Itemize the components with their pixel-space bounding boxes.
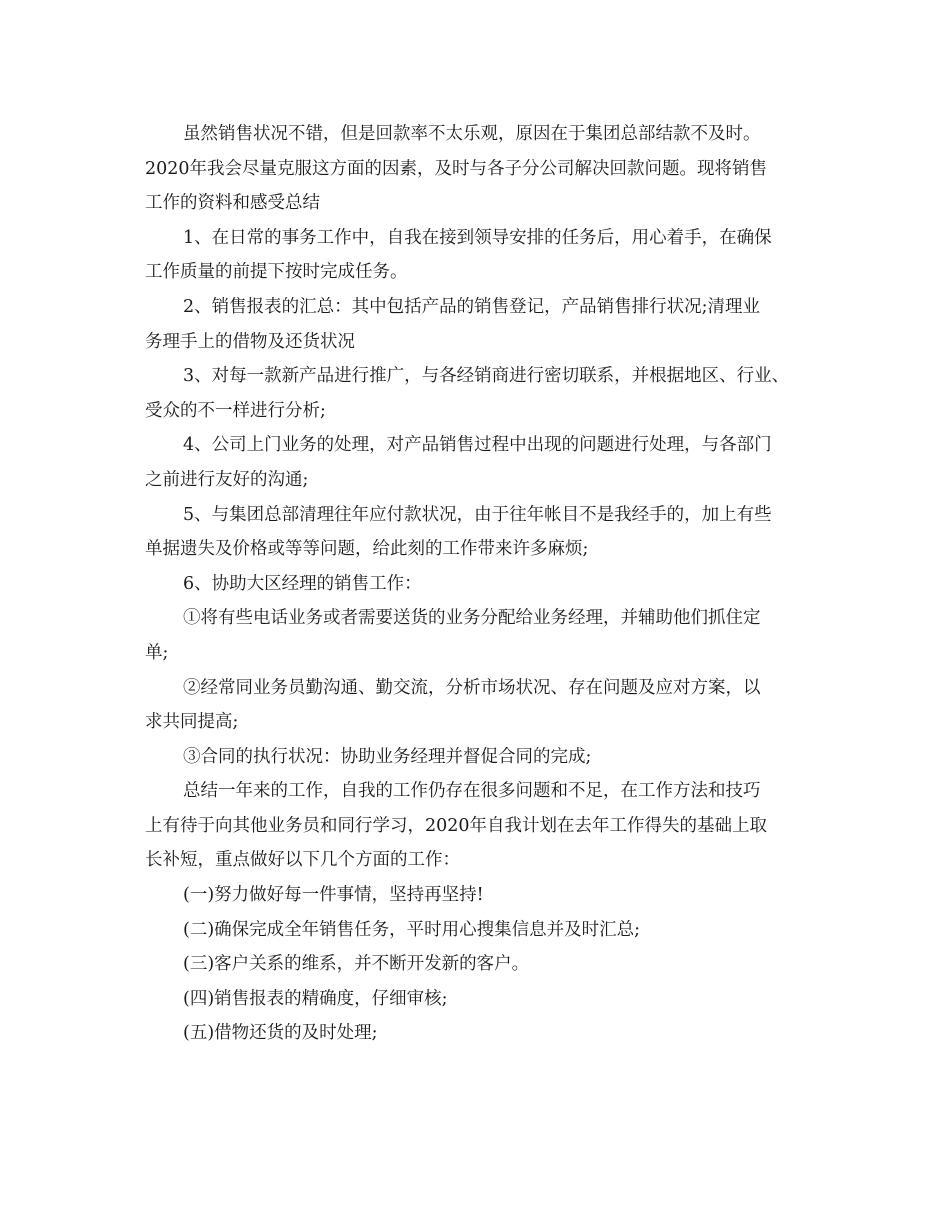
text-line: 上有待于向其他业务员和同行学习，2020年自我计划在去年工作得失的基础上取 <box>145 815 768 836</box>
text-line: ①将有些电话业务或者需要送货的业务分配给业务经理，并辅助他们抓住定 <box>183 608 761 629</box>
document-body <box>145 117 815 1051</box>
text-line: 虽然销售状况不错，但是回款率不太乐观，原因在于集团总部结款不及时。 <box>183 124 761 144</box>
text-line: 单; <box>145 642 169 663</box>
text-line: (三)客户关系的维系，并不断开发新的客户。 <box>183 954 530 975</box>
text-line: 4、公司上门业务的处理，对产品销售过程中出现的问题进行处理，与各部门 <box>183 435 772 456</box>
text-line: 之前进行友好的沟通; <box>145 469 309 490</box>
text-line: 总结一年来的工作，自我的工作仍存在很多问题和不足，在工作方法和技巧 <box>183 781 761 802</box>
text-line: 工作的资料和感受总结 <box>145 193 320 214</box>
text-line: 3、对每一款新产品进行推广，与各经销商进行密切联系，并根据地区、行业、 <box>183 366 790 387</box>
text-line: 2020年我会尽量克服这方面的因素，及时与各子分公司解决回款问题。现将销售 <box>145 158 768 179</box>
text-line: 5、与集团总部清理往年应付款状况，由于往年帐目不是我经手的，加上有些 <box>183 504 772 525</box>
text-line: 受众的不一样进行分析; <box>145 400 326 421</box>
text-line: 6、协助大区经理的销售工作： <box>183 573 422 594</box>
text-line: (四)销售报表的精确度，仔细审核; <box>183 988 448 1009</box>
text-line: (二)确保完成全年销售任务，平时用心搜集信息并及时汇总; <box>183 919 641 940</box>
text-line: ②经常同业务员勤沟通、勤交流，分析市场状况、存在问题及应对方案，以 <box>183 677 761 698</box>
text-line: 2、销售报表的汇总：其中包括产品的销售登记，产品销售排行状况;清理业 <box>183 296 761 317</box>
text-line: (一)努力做好每一件事情，坚持再坚持! <box>183 885 484 906</box>
text-line: 1、在日常的事务工作中，自我在接到领导安排的任务后，用心着手，在确保 <box>183 227 772 248</box>
text-line: 长补短，重点做好以下几个方面的工作： <box>145 850 460 871</box>
text-line: (五)借物还货的及时处理; <box>183 1023 378 1044</box>
text-line: 务理手上的借物及还货状况 <box>145 331 355 352</box>
text-line: 工作质量的前提下按时完成任务。 <box>145 262 408 283</box>
text-line: 求共同提高; <box>145 712 239 733</box>
text-line: ③合同的执行状况：协助业务经理并督促合同的完成; <box>183 746 592 767</box>
text-line: 单据遗失及价格或等等问题，给此刻的工作带来许多麻烦; <box>145 539 589 560</box>
